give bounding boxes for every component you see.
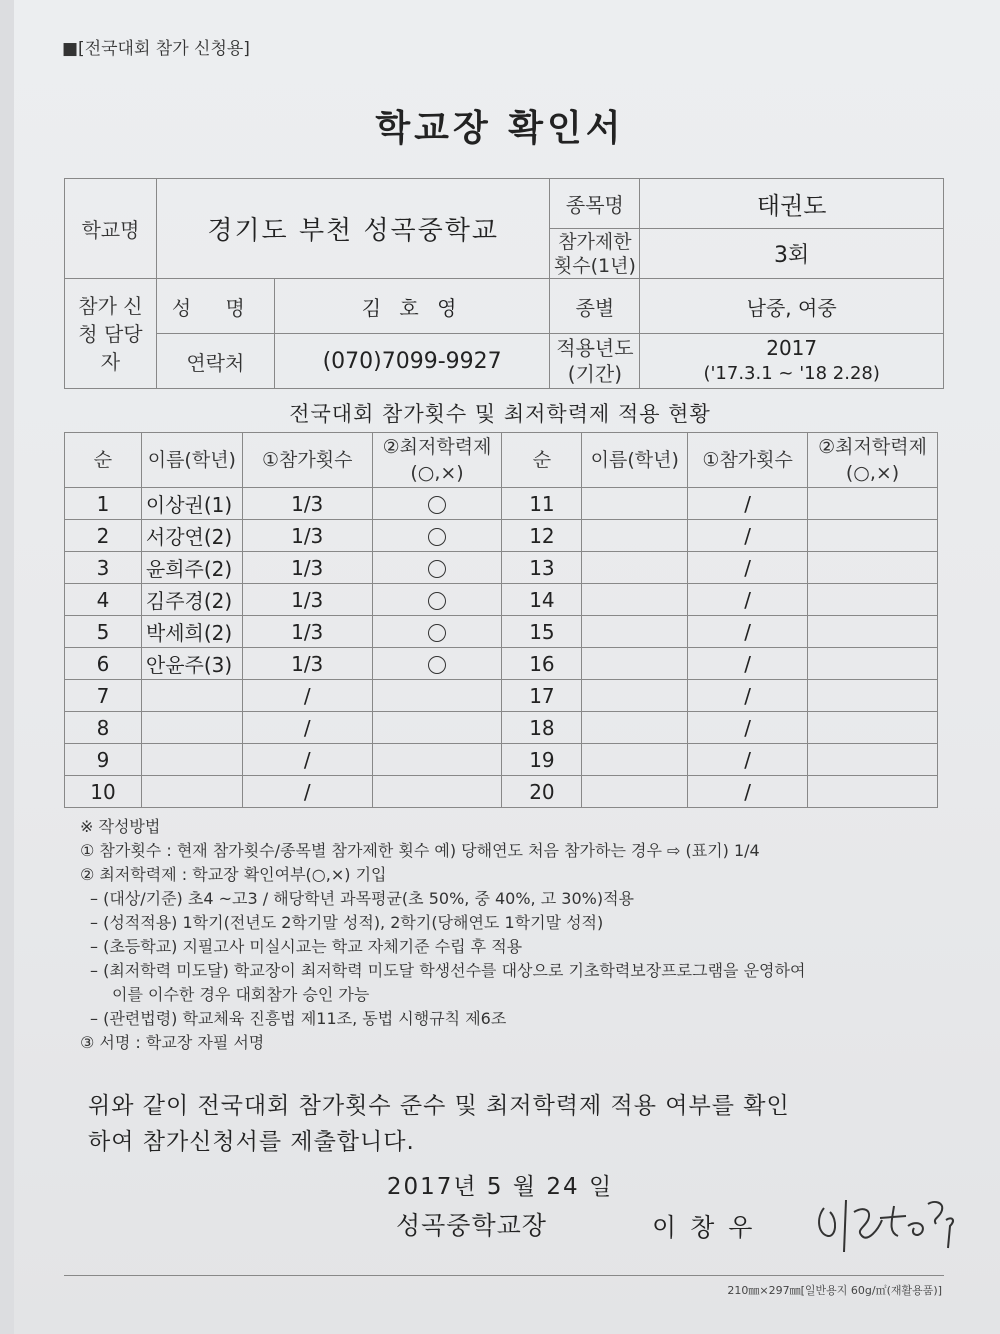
- header-min-line1: ②최저학력제: [382, 436, 492, 458]
- declaration-line-1: 위와 같이 전국대회 참가횟수 준수 및 최저학력제 적용 여부를 확인: [88, 1093, 790, 1119]
- participant-name: 윤희주(2): [141, 552, 242, 584]
- year-label: 적용년도 (기간): [550, 334, 640, 389]
- participant-name: [141, 744, 242, 776]
- participant-name: [141, 680, 242, 712]
- participation-count: /: [688, 584, 808, 616]
- participation-count: /: [688, 616, 808, 648]
- participant-name: [582, 584, 688, 616]
- min-standard-cell: [808, 584, 938, 616]
- bottom-rule: [64, 1275, 944, 1276]
- school-value: 경기도 부천 성곡중학교: [156, 179, 550, 279]
- row-no: 1: [65, 488, 142, 520]
- note-2d: – (최저학력 미도달) 학교장이 최저학력 미도달 학생선수를 대상으로 기초학력보장프로그램을 운영하여: [90, 961, 806, 980]
- limit-label: 참가제한 횟수(1년): [550, 229, 640, 279]
- applicant-label: 참가 신청 담당자: [65, 279, 157, 389]
- table-header-row: [65, 433, 938, 488]
- header-name: 이름(학년): [141, 433, 242, 488]
- note-3: ③ 서명 : 학교장 자필 서명: [80, 1033, 265, 1052]
- table-row: [65, 520, 938, 552]
- row-no: 14: [502, 584, 582, 616]
- participation-count: /: [242, 776, 372, 808]
- note-2a: – (대상/기준) 초4 ~고3 / 해당학년 과목평균(초 50%, 중 40%, 고 30%)적용: [90, 889, 634, 908]
- participant-name: [582, 648, 688, 680]
- min-standard-cell: [372, 552, 502, 584]
- min-standard-cell: [808, 648, 938, 680]
- participation-count: /: [242, 680, 372, 712]
- participant-name: [582, 680, 688, 712]
- gender-label: 종별: [550, 279, 640, 334]
- participation-count: 1/3: [242, 520, 372, 552]
- min-standard-cell: [372, 712, 502, 744]
- min-standard-cell: [372, 776, 502, 808]
- row-no: 12: [502, 520, 582, 552]
- participation-count: /: [688, 680, 808, 712]
- period-value: ('17.3.1 ~ '18 2.28): [703, 363, 880, 384]
- contact-value: (070)7099-9927: [274, 334, 550, 389]
- participation-count: 1/3: [242, 552, 372, 584]
- participation-count: /: [688, 712, 808, 744]
- row-no: 8: [65, 712, 142, 744]
- participant-name: 이상권(1): [141, 488, 242, 520]
- table-row: [65, 616, 938, 648]
- note-2e: – (관련법령) 학교체육 진흥법 제11조, 동법 시행규칙 제6조: [90, 1009, 507, 1028]
- row-no: 20: [502, 776, 582, 808]
- row-no: 17: [502, 680, 582, 712]
- row-no: 5: [65, 616, 142, 648]
- min-standard-cell: [808, 488, 938, 520]
- row-no: 13: [502, 552, 582, 584]
- participant-name: 김주경(2): [141, 584, 242, 616]
- participant-name: [141, 776, 242, 808]
- event-value: 태권도: [640, 179, 944, 229]
- table-row: [65, 712, 938, 744]
- header-count: ①참가횟수: [242, 433, 372, 488]
- min-standard-cell: [372, 648, 502, 680]
- row-no: 11: [502, 488, 582, 520]
- participation-count: /: [688, 776, 808, 808]
- row-no: 7: [65, 680, 142, 712]
- header-no: 순: [502, 433, 582, 488]
- row-no: 2: [65, 520, 142, 552]
- school-label: 학교명: [65, 179, 157, 279]
- min-standard-cell: [372, 488, 502, 520]
- table-row: [65, 680, 938, 712]
- participation-count: 1/3: [242, 648, 372, 680]
- participation-count: /: [242, 744, 372, 776]
- participation-count: 1/3: [242, 584, 372, 616]
- participant-name: [582, 712, 688, 744]
- page-title: 학교장 확인서: [375, 108, 625, 149]
- table-row: [65, 584, 938, 616]
- gender-value: 남중, 여중: [640, 279, 944, 334]
- circle-mark-icon: [428, 528, 446, 546]
- participant-name: 서강연(2): [141, 520, 242, 552]
- table-row: [65, 648, 938, 680]
- participant-name: [582, 552, 688, 584]
- instructions: [80, 815, 805, 1055]
- header-no: 순: [65, 433, 142, 488]
- participant-name: [582, 616, 688, 648]
- circle-mark-icon: [428, 592, 446, 610]
- row-no: 16: [502, 648, 582, 680]
- note-2d-cont: 이를 이수한 경우 대회참가 승인 가능: [112, 985, 370, 1004]
- table-subtitle: 전국대회 참가횟수 및 최저학력제 적용 현황: [289, 402, 711, 426]
- participation-table: [64, 432, 938, 808]
- table-row: [65, 488, 938, 520]
- header-name: 이름(학년): [582, 433, 688, 488]
- circle-mark-icon: [428, 560, 446, 578]
- event-label: 종목명: [550, 179, 640, 229]
- participant-name: [582, 488, 688, 520]
- min-standard-cell: [808, 776, 938, 808]
- table-row: [65, 776, 938, 808]
- table-row: [65, 552, 938, 584]
- year-cell: [640, 334, 944, 389]
- participation-count: /: [688, 520, 808, 552]
- min-standard-cell: [372, 616, 502, 648]
- min-standard-cell: [808, 552, 938, 584]
- row-no: 3: [65, 552, 142, 584]
- header-min-line2: (○,×): [410, 462, 464, 484]
- min-standard-cell: [808, 616, 938, 648]
- circle-mark-icon: [428, 624, 446, 642]
- header-min: [808, 433, 938, 488]
- note-2: ② 최저학력제 : 학교장 확인여부(○,×) 기입: [80, 865, 387, 884]
- row-no: 9: [65, 744, 142, 776]
- participation-count: /: [688, 648, 808, 680]
- min-standard-cell: [808, 520, 938, 552]
- participation-count: /: [688, 552, 808, 584]
- contact-label: 연락처: [156, 334, 274, 389]
- row-no: 6: [65, 648, 142, 680]
- row-no: 15: [502, 616, 582, 648]
- participant-name: 박세희(2): [141, 616, 242, 648]
- row-no: 18: [502, 712, 582, 744]
- min-standard-cell: [372, 520, 502, 552]
- participant-name: [582, 776, 688, 808]
- header-min-line2: (○,×): [845, 462, 900, 484]
- principal-name: 이창우: [652, 1213, 767, 1242]
- min-standard-cell: [372, 584, 502, 616]
- participation-count: /: [688, 744, 808, 776]
- row-no: 19: [502, 744, 582, 776]
- note-2c: – (초등학교) 지필고사 미실시교는 학교 자체기준 수립 후 적용: [90, 937, 523, 956]
- note-1: ① 참가횟수 : 현재 참가횟수/종목별 참가제한 횟수 예) 당해연도 처음 참가하는 경우 ⇨ (표기) 1/4: [80, 841, 760, 860]
- header-min: [372, 433, 502, 488]
- limit-value: 3회: [640, 229, 944, 279]
- circle-mark-icon: [428, 656, 446, 674]
- info-table: [64, 178, 944, 389]
- circle-mark-icon: [428, 496, 446, 514]
- participation-count: 1/3: [242, 488, 372, 520]
- form-tag: ■[전국대회 참가 신청용]: [62, 39, 250, 59]
- participant-name: [582, 744, 688, 776]
- participant-name: [582, 520, 688, 552]
- year-value: 2017: [766, 336, 818, 360]
- header-count: ①참가횟수: [688, 433, 808, 488]
- note-2b: – (성적적용) 1학기(전년도 2학기말 성적), 2학기(당해연도 1학기말 성적): [90, 913, 604, 932]
- min-standard-cell: [372, 744, 502, 776]
- table-row: [65, 744, 938, 776]
- participant-name: 안윤주(3): [141, 648, 242, 680]
- name-value: 김 호 영: [274, 279, 550, 334]
- min-standard-cell: [372, 680, 502, 712]
- participation-count: 1/3: [242, 616, 372, 648]
- min-standard-cell: [808, 712, 938, 744]
- min-standard-cell: [808, 744, 938, 776]
- declaration-line-2: 하여 참가신청서를 제출합니다.: [88, 1129, 415, 1155]
- participation-count: /: [242, 712, 372, 744]
- signer-title: 성곡중학교장: [396, 1211, 547, 1240]
- row-no: 10: [65, 776, 142, 808]
- participant-name: [141, 712, 242, 744]
- notes-header: ※ 작성방법: [80, 817, 161, 836]
- declaration: [88, 1088, 790, 1160]
- min-standard-cell: [808, 680, 938, 712]
- header-min-line1: ②최저학력제: [818, 436, 927, 458]
- date: 2017년 5 월 24 일: [386, 1174, 614, 1200]
- row-no: 4: [65, 584, 142, 616]
- participation-count: /: [688, 488, 808, 520]
- name-label: 성 명: [156, 279, 274, 334]
- signature-image: [810, 1190, 960, 1270]
- paper-spec-footnote: 210㎜×297㎜[일반용지 60g/㎡(재활용품)]: [727, 1284, 942, 1297]
